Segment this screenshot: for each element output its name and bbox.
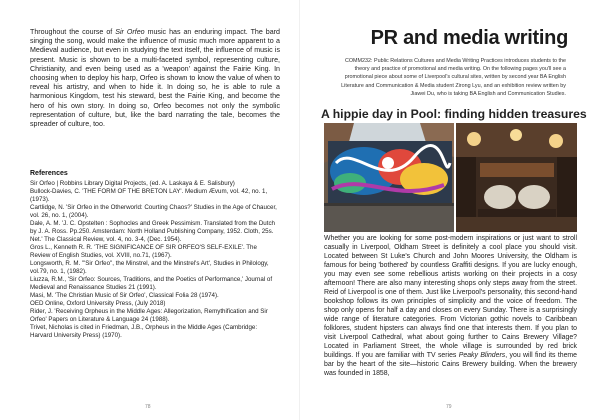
reference-item: Cartlidge, N. 'Sir Orfeo in the Otherworld: Courting Chaos?' Studies in the Age of Chaucer, vol. 26, no. 1, (2004).: [30, 204, 277, 219]
page-number-right: 79: [446, 404, 452, 410]
reference-item: Gros L., Kenneth R. R. 'THE SIGNIFICANCE OF SIR ORFEO'S SELF-EXILE'. The Review of English Studies, vol. XVIII, no.71, (1967).: [30, 244, 257, 259]
reference-item: OED Online, Oxford University Press, (July 2018): [30, 300, 166, 307]
body-text-a: Whether you are looking for some post-modern inspirations or just want to stroll casually in Liverpool, Oldham Street is definitely a cool place you should visit. Located between St Luke's Church and John Moores University, the Oldham is famous for being 'bothered' by countless Graffiti designs. If you are lucky enough, you may even see some rebellious artists working on their projects in a cosy afternoon! There are also many interesting shops only steps away from the street. Reid of Liverpool is one of them. Just like Liverpool's personality, this second-hand bookshop follows its own principles of simplicity and the voice of freedom. The shop only opens for half a day and closes on every Sunday. There is a surprisingly wide range of literature categories. From Victorian gothic novels to Caribbean folklores, student hipsters can always find one that interests them. If you plan to visit Liverpool Cathedral, what about going further to Cains Brewery Village? Located in Parliament Street, the whole village is surrounded by red brick buildings. If you are familiar with TV series: [324, 235, 577, 359]
essay-text-a: Throughout the course of: [30, 28, 116, 36]
references-heading: References: [30, 170, 68, 177]
reference-item: Liuzza, R.M., 'Sir Orfeo: Sources, Traditions, and the Poetics of Performance,' Journal of Medieval and Renaissance Studies 21 (1991).: [30, 276, 273, 291]
article-headline: A hippie day in Pool: finding hidden treasures: [321, 107, 587, 121]
photo-strip: [324, 123, 577, 232]
essay-conclusion: [30, 28, 280, 129]
bookshop-interior-photo: [456, 123, 577, 232]
tv-series-italic: Peaky Blinders: [458, 352, 506, 359]
reference-item: Longsworth, R. M. '"Sir Orfeo", the Minstrel, and the Minstrel's Art', Studies in Philology, vol.79, no. 1, (1982).: [30, 260, 269, 275]
reference-item: Bullock-Davies, C. 'THE FORM OF THE BRETON LAY'. Medium Ævum, vol. 42, no. 1, (1973).: [30, 188, 268, 203]
reference-item: Dale, A. M. 'J. C. Opstelten : Sophocles and Greek Pessimism. Translated from the Dutch by J. A. Ross. Pp.250. Amsterdam: North Holland Publishing Company, 1952. Cloth, 25s. Net.' The Classical Review, vol. 4, no. 3-4, (Dec. 1954).: [30, 220, 276, 243]
standfirst: COMM232: Public Relations Cultures and Media Writing Practices introduces students to the theory and practice of promotional and media writing. On the following pages you'll see a promotional piece about some of Liverpool's cultural sites, written by second year BA English Literature and Communication & Media student Zirong Lyu, and an exhibition review written by Jiawei Du, who is taking BA English and Communication Studies.: [341, 58, 566, 97]
reference-item: Sir Orfeo | Robbins Library Digital Projects, (ed. A. Laskaya & E. Salisbury): [30, 180, 235, 187]
reference-item: Rider, J. 'Receiving Orpheus in the Middle Ages: Allegorization, Remythification and Sir Orfeo' Papers on Literature & Language 24 (1988).: [30, 308, 268, 323]
right-page: [300, 0, 600, 420]
reference-item: Masi, M. 'The Christian Music of Sir Orfeo', Classical Folia 28 (1974).: [30, 292, 219, 299]
reference-item: Trivet, Nicholas is cited in Friedman, J.B., Orpheus in the Middle Ages (Cambridge: Harvard University Press) (1970).: [30, 324, 258, 339]
references-list: [30, 180, 278, 340]
article-body: [324, 234, 577, 378]
section-title: PR and media writing: [370, 27, 568, 49]
page-number-left: 78: [145, 404, 151, 410]
body-text-b: , you will find its theme bar by the heart of the site—historic Cains Brewery building. When the brewery was founded in 1858,: [324, 352, 577, 377]
essay-title-italic: Sir Orfeo: [115, 28, 145, 36]
essay-text-b: music has an enduring impact. The bard singing the song, would make the influence of music much more apparent to a Medieval audience, but even in studying the text itself, the influence of music is present. Music is shown to be a multi-faceted symbol, representing culture, Christianity, and even being used as a 'weapon' against the Fairie King. In choosing when to deploy his harp, Orfeo is shown to know the value of when to reveal his artistry, and when to hide it. In doing so, he is able to rule a harmonious Kingdom, test his steward, best the Fairie King, and become the hero of his own story. In doing so, Orfeo becomes not only the symbolic representation of culture, but, like the bard narrating the tale, becomes the spreader of culture, too.: [30, 28, 280, 129]
graffiti-street-photo: [324, 123, 454, 232]
